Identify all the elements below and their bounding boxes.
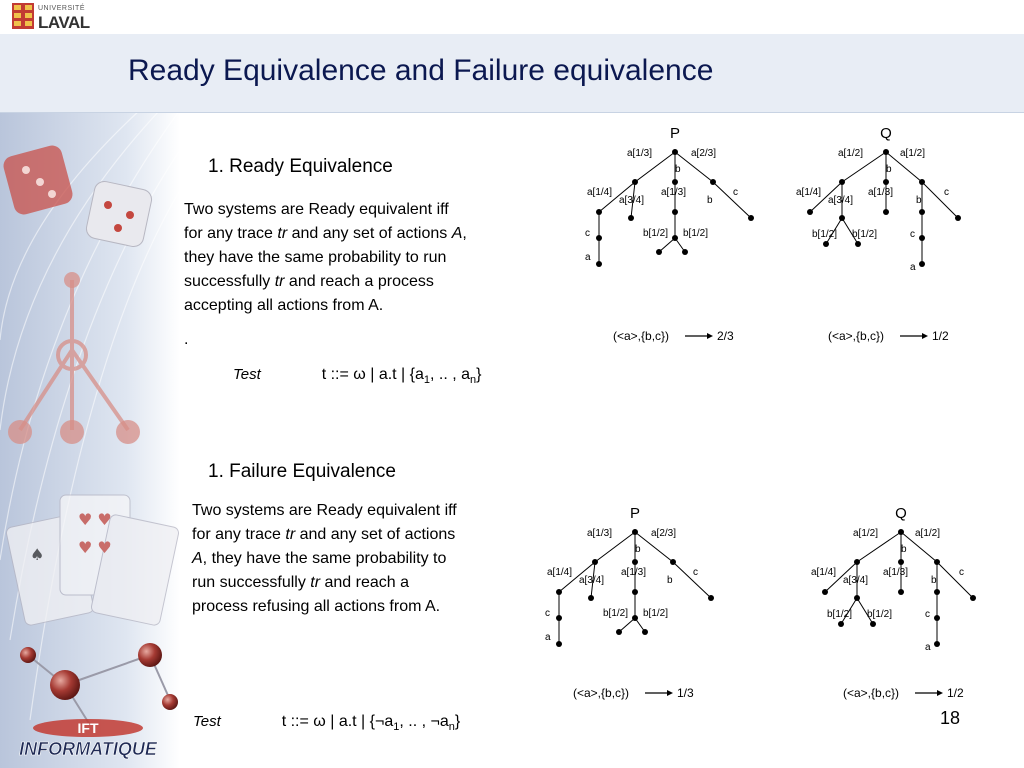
tree-node [883,149,889,155]
tree-edge-label: c [910,229,915,240]
ready-test-formula: t ::= ω | a.t | {$a_1$, .. , $a_n$} [321,366,482,387]
tree-edge-label: a [545,632,551,643]
tree-edge-label: c [585,228,590,239]
tree-node [839,215,845,221]
tree-node [670,559,676,565]
tree-edge [659,238,675,252]
failure-tree-q [805,500,1005,710]
tree-node [596,209,602,215]
tree-edge-label: c [545,608,550,619]
failure-definition [192,499,537,619]
ready-def-line-4: successfully tr and reach a process [184,273,434,290]
tree-node [632,589,638,595]
svg-text:♥ ♥: ♥ ♥ [78,538,112,557]
tree-edge-label: b[1/2] [827,609,853,620]
tree-node [632,559,638,565]
tree-edge [673,562,711,598]
tree-edge-label: a[1/2] [838,148,864,159]
tree-name-label: Q [895,505,907,522]
tree-node [870,621,876,627]
ift-logo-bottom-text: INFORMATIQUE [19,739,157,759]
tree-node [708,595,714,601]
result-value: 1/2 [932,329,949,343]
tree-edge-label: b [901,544,907,555]
tree-node [934,559,940,565]
tree-edge [937,562,973,598]
tree-edge-label: c [733,187,738,198]
tree-edge-label: a[1/3] [627,148,653,159]
tree-edge-label: c [925,609,930,620]
failure-def-line-2: for any trace tr and any set of actions [192,526,456,543]
tree-node [919,209,925,215]
tree-node [710,179,716,185]
tree-edge-label: a[2/3] [691,148,717,159]
tree-node [672,149,678,155]
tree-node [807,209,813,215]
ready-def-line-1: Two systems are Ready equivalent iff [184,201,449,218]
tree-node [855,241,861,247]
tree-edge-label: a[3/4] [828,195,854,206]
tree-edge-label: a[1/4] [796,187,822,198]
tree-node [854,595,860,601]
tree-edge-label: c [693,567,698,578]
tree-node [883,209,889,215]
tree-edge-label: a [925,642,931,653]
tree-node [556,615,562,621]
arrow-head-icon [937,690,943,696]
failure-def-line-3: A, they have the same probability to [192,550,447,567]
failure-def-line-4: run successfully tr and reach a [192,574,409,591]
tree-edge-label: a[3/4] [619,195,645,206]
ready-def-dot: . [184,331,189,348]
tree-node [934,589,940,595]
tree-node [682,249,688,255]
laval-shield-icon [12,3,34,29]
tree-edge-label: b[1/2] [683,228,709,239]
tree-node [854,559,860,565]
tree-edge-label: a[3/4] [579,575,605,586]
tree-edge-label: b [916,195,922,206]
tree-node [955,215,961,221]
tree-edge-label: a[1/4] [547,567,573,578]
tree-node [970,595,976,601]
result-expression: (<a>,{b,c}) [613,329,670,343]
ready-tree-p [575,120,775,350]
tree-node [839,179,845,185]
result-expression: (<a>,{b,c}) [573,686,630,700]
logo-laval-text: LAVAL [38,13,90,32]
tree-edge [713,182,751,218]
tree-edge-label: b [886,164,892,175]
result-value: 1/2 [947,686,964,700]
tree-node [672,179,678,185]
universite-laval-logo [12,3,102,31]
tree-node [748,215,754,221]
tree-edge-label: b[1/2] [812,229,838,240]
tree-node [642,629,648,635]
tree-name-label: P [629,505,641,522]
ready-equivalence-title: 1. Ready Equivalence [208,156,393,177]
arrow-head-icon [667,690,673,696]
left-decorative-panel [0,0,180,768]
tree-edge-label: b [931,575,937,586]
tree-node [632,615,638,621]
tree-edge-label: a[1/3] [661,187,687,198]
tree-node [838,621,844,627]
tree-edge-label: c [959,567,964,578]
tree-edge-label: b[1/2] [867,609,893,620]
result-value: 1/3 [677,686,694,700]
failure-test-label: Test [193,713,221,730]
tree-edge-label: a[2/3] [651,528,677,539]
tree-node [919,261,925,267]
failure-def-line-1: Two systems are Ready equivalent iff [192,502,457,519]
tree-edge-label: b[1/2] [603,608,629,619]
tree-node [898,589,904,595]
arrow-head-icon [922,333,928,339]
tree-node [934,615,940,621]
tree-edge-label: a [585,252,591,263]
tree-edge-label: b[1/2] [852,229,878,240]
svg-text:♠: ♠ [30,545,45,564]
result-expression: (<a>,{b,c}) [828,329,885,343]
tree-node [628,215,634,221]
tree-node [898,529,904,535]
tree-node [919,179,925,185]
ift-informatique-logo [8,712,168,762]
tree-edge-label: a[1/3] [621,567,647,578]
tree-node [596,235,602,241]
tree-edge [619,618,635,632]
slide-title: Ready Equivalence and Failure equivalence [128,54,714,87]
tree-node [588,595,594,601]
header-bar [0,0,1024,35]
tree-edge-label: b [707,195,713,206]
tree-name-label: Q [880,125,892,142]
tree-edge-label: b [635,544,641,555]
tree-name-label: P [669,125,681,142]
tree-edge [922,182,958,218]
tree-node [596,261,602,267]
tree-node [556,641,562,647]
page-number: 18 [940,708,961,728]
failure-test-line [193,713,460,733]
ready-tree-q [790,120,990,350]
tree-node [672,209,678,215]
tree-node [823,241,829,247]
tree-edge-label: b[1/2] [643,608,669,619]
svg-text:♥ ♥: ♥ ♥ [78,510,112,529]
result-value: 2/3 [717,329,734,343]
tree-node [632,529,638,535]
tree-node [616,629,622,635]
failure-tree-p [535,500,735,710]
tree-node [592,559,598,565]
tree-edge-label: a[1/4] [811,567,837,578]
ready-test-label: Test [233,366,261,383]
tree-edge-label: a[1/2] [915,528,941,539]
tree-edge-label: c [944,187,949,198]
tree-edge-label: b[1/2] [643,228,669,239]
arrow-head-icon [707,333,713,339]
tree-node [822,589,828,595]
tree-edge-label: a[1/3] [587,528,613,539]
tree-edge-label: b [667,575,673,586]
tree-edge-label: a[1/2] [900,148,926,159]
tree-edge-label: b [675,164,681,175]
failure-equivalence-title: 1. Failure Equivalence [208,461,396,482]
tree-edge-label: a[1/4] [587,187,613,198]
tree-edge-label: a[1/3] [868,187,894,198]
tree-edge-label: a[1/3] [883,567,909,578]
tree-edge-label: a [910,262,916,273]
tree-node [632,179,638,185]
tree-node [883,179,889,185]
ready-def-line-5: accepting all actions from A. [184,297,384,314]
tree-node [556,589,562,595]
tree-node [919,235,925,241]
tree-node [898,559,904,565]
tree-edge-label: a[1/2] [853,528,879,539]
ready-def-line-2: for any trace tr and any set of actions A, [184,225,467,242]
tree-node [656,249,662,255]
ready-test-line [233,366,482,386]
tree-edge-label: a[3/4] [843,575,869,586]
failure-def-line-5: process refusing all actions from A. [192,598,441,615]
tree-node [672,235,678,241]
logo-universite-text: UNIVERSITÉ [38,5,86,12]
ready-definition [184,198,544,352]
ift-logo-top-text: IFT [77,720,99,736]
result-expression: (<a>,{b,c}) [843,686,900,700]
failure-test-formula: t ::= ω | a.t | {$\neg a_1$, .. , $\neg a_n$} [281,713,461,734]
ready-def-line-3: they have the same probability to run [184,249,447,266]
tree-node [934,641,940,647]
